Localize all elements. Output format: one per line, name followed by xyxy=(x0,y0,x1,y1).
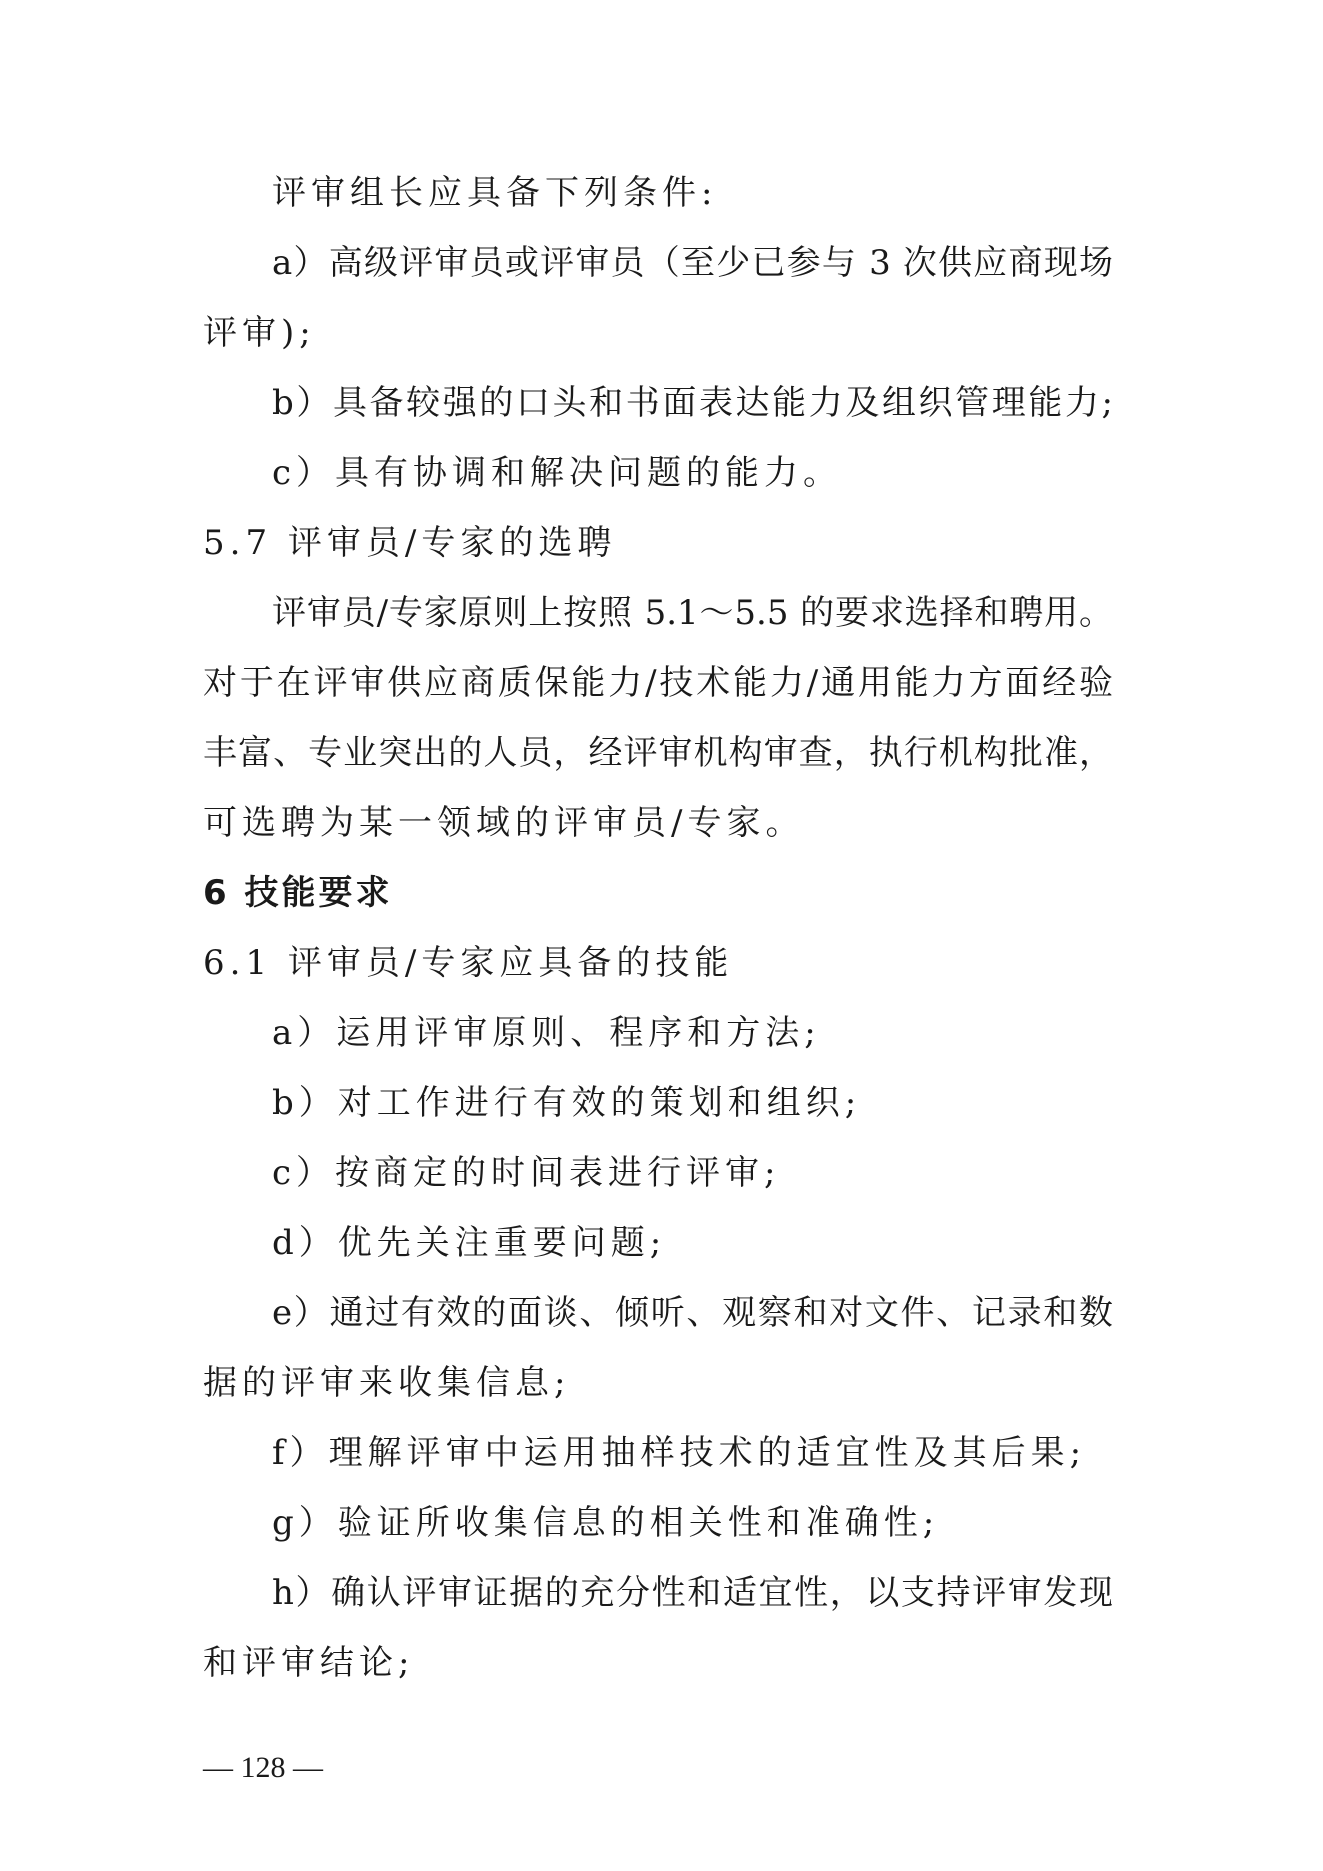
paragraph-line: 对于在评审供应商质保能力/技术能力/通用能力方面经验 xyxy=(203,663,1113,703)
page-number: — 128 — xyxy=(203,1751,323,1784)
section-heading: 5.7 评审员/专家的选聘 xyxy=(203,523,617,563)
list-item-line: c）按商定的时间表进行评审; xyxy=(272,1153,781,1193)
chapter-heading: 6 技能要求 xyxy=(203,873,393,913)
list-item-line: c）具有协调和解决问题的能力。 xyxy=(272,453,843,493)
list-item-line: a）高级评审员或评审员（至少已参与 3 次供应商现场 xyxy=(272,243,1113,283)
paragraph-line: 可选聘为某一领域的评审员/专家。 xyxy=(203,803,805,843)
list-item-line: e）通过有效的面谈、倾听、观察和对文件、记录和数 xyxy=(272,1293,1113,1333)
list-item-line: 据的评审来收集信息; xyxy=(203,1363,571,1403)
list-item-line: b）具备较强的口头和书面表达能力及组织管理能力; xyxy=(272,383,1113,423)
list-item-line: d）优先关注重要问题; xyxy=(272,1223,667,1263)
section-heading: 6.1 评审员/专家应具备的技能 xyxy=(203,943,734,983)
list-item-line: f）理解评审中运用抽样技术的适宜性及其后果; xyxy=(272,1433,1087,1473)
list-item-line: g）验证所收集信息的相关性和准确性; xyxy=(272,1503,940,1543)
list-item-line: 评审); xyxy=(203,313,316,353)
paragraph-line: 评审员/专家原则上按照 5.1～5.5 的要求选择和聘用。 xyxy=(272,593,1113,633)
paragraph-line: 丰富、专业突出的人员，经评审机构审查，执行机构批准， xyxy=(203,733,1113,773)
list-item-line: a）运用评审原则、程序和方法; xyxy=(272,1013,821,1053)
list-item-line: h）确认评审证据的充分性和适宜性，以支持评审发现 xyxy=(272,1573,1113,1613)
list-item-line: 和评审结论; xyxy=(203,1643,415,1683)
paragraph-line: 评审组长应具备下列条件: xyxy=(272,173,718,213)
list-item-line: b）对工作进行有效的策划和组织; xyxy=(272,1083,862,1123)
